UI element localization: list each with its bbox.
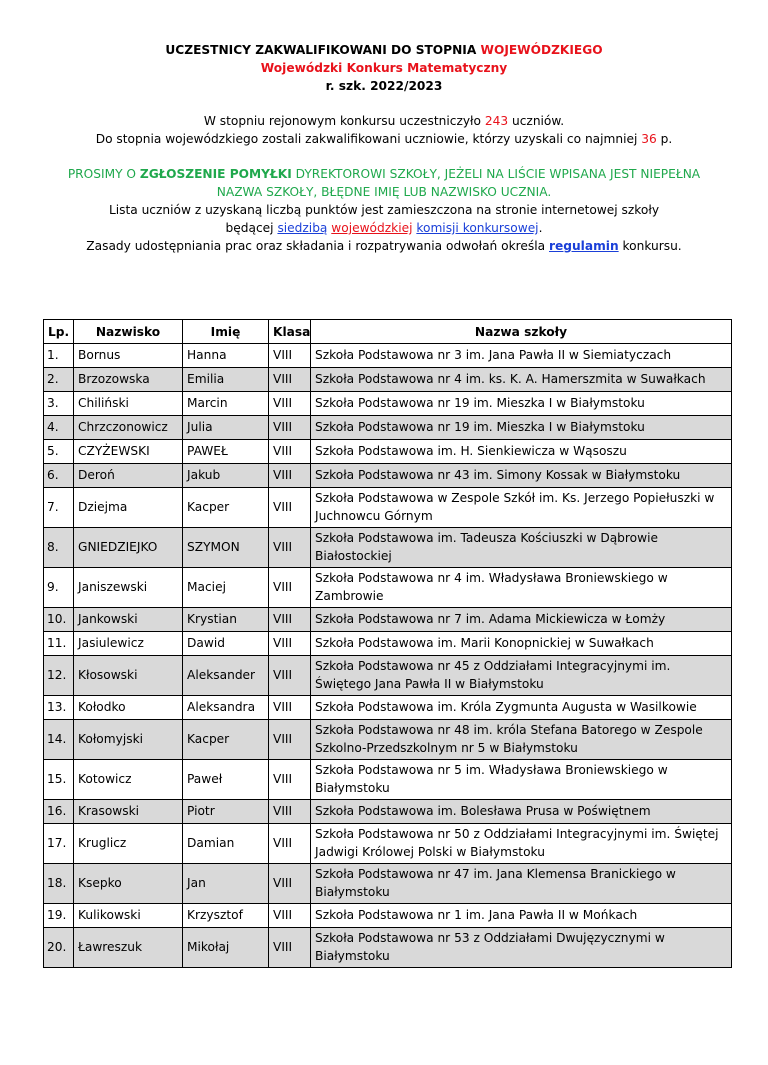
school-cell: Szkoła Podstawowa nr 4 im. Władysława Broniewskiego w Zambrowie xyxy=(311,568,732,608)
school-cell: Szkoła Podstawowa nr 4 im. ks. K. A. Hamerszmita w Suwałkach xyxy=(311,368,732,392)
info2-text: będącej xyxy=(225,221,278,235)
class-cell: VIII xyxy=(269,368,311,392)
school-cell: Szkoła Podstawowa nr 48 im. króla Stefana Batorego w Zespole Szkolno-Przedszkolnym nr 5 w Białymstoku xyxy=(311,720,732,760)
table-row xyxy=(44,464,732,488)
regulations-link[interactable]: regulamin xyxy=(549,239,619,253)
lp-cell: 3. xyxy=(44,392,74,416)
first-name-cell: Jan xyxy=(183,864,269,904)
school-cell: Szkoła Podstawowa im. H. Sienkiewicza w Wąsoszu xyxy=(311,440,732,464)
surname-cell: Jankowski xyxy=(74,608,183,632)
surname-cell: Kołodko xyxy=(74,696,183,720)
voivodeship-link[interactable]: wojewódzkiej xyxy=(331,221,413,235)
first-name-cell: Marcin xyxy=(183,392,269,416)
class-cell: VIII xyxy=(269,528,311,568)
school-cell: Szkoła Podstawowa nr 7 im. Adama Mickiewicza w Łomży xyxy=(311,608,732,632)
first-name-cell: Emilia xyxy=(183,368,269,392)
school-cell: Szkoła Podstawowa im. Marii Konopnickiej w Suwałkach xyxy=(311,632,732,656)
table-row xyxy=(44,416,732,440)
surname-cell: Brzozowska xyxy=(74,368,183,392)
lp-cell: 16. xyxy=(44,800,74,824)
surname-cell: Krasowski xyxy=(74,800,183,824)
school-cell: Szkoła Podstawowa nr 47 im. Jana Klemensa Branickiego w Białymstoku xyxy=(311,864,732,904)
surname-cell: Kulikowski xyxy=(74,904,183,928)
table-row xyxy=(44,392,732,416)
school-cell: Szkoła Podstawowa nr 3 im. Jana Pawła II w Siemiatyczach xyxy=(311,344,732,368)
school-cell: Szkoła Podstawowa nr 43 im. Simony Kossak w Białymstoku xyxy=(311,464,732,488)
surname-cell: Kłosowski xyxy=(74,656,183,696)
lp-cell: 10. xyxy=(44,608,74,632)
table-row xyxy=(44,864,732,904)
surname-cell: Kruglicz xyxy=(74,824,183,864)
first-name-cell: Jakub xyxy=(183,464,269,488)
info-line-2 xyxy=(0,219,768,237)
class-cell: VIII xyxy=(269,568,311,608)
lp-cell: 15. xyxy=(44,760,74,800)
table-row xyxy=(44,904,732,928)
class-cell: VIII xyxy=(269,720,311,760)
threshold-text: Do stopnia wojewódzkiego zostali zakwalifikowani uczniowie, którzy uzyskali co najmniej xyxy=(95,132,642,146)
school-cell: Szkoła Podstawowa nr 45 z Oddziałami Integracyjnymi im. Świętego Jana Pawła II w Białymstoku xyxy=(311,656,732,696)
lp-cell: 20. xyxy=(44,928,74,968)
table-row xyxy=(44,528,732,568)
school-cell: Szkoła Podstawowa nr 50 z Oddziałami Integracyjnymi im. Świętej Jadwigi Królowej Polski w Białymstoku xyxy=(311,824,732,864)
surname-cell: Janiszewski xyxy=(74,568,183,608)
school-year: r. szk. 2022/2023 xyxy=(325,79,443,93)
table-row xyxy=(44,440,732,464)
first-name-cell: Julia xyxy=(183,416,269,440)
table-row xyxy=(44,656,732,696)
document-header xyxy=(0,41,768,255)
class-cell: VIII xyxy=(269,824,311,864)
first-name-cell: Kacper xyxy=(183,488,269,528)
table-row xyxy=(44,760,732,800)
page-title xyxy=(0,41,768,59)
title-highlight: WOJEWÓDZKIEGO xyxy=(480,43,603,57)
surname-cell: Kotowicz xyxy=(74,760,183,800)
class-cell: VIII xyxy=(269,440,311,464)
threshold-line xyxy=(0,130,768,148)
lp-cell: 1. xyxy=(44,344,74,368)
surname-cell: Chiliński xyxy=(74,392,183,416)
first-name-cell: Mikołaj xyxy=(183,928,269,968)
lp-cell: 13. xyxy=(44,696,74,720)
participants-line xyxy=(0,112,768,130)
error-notice-line-1 xyxy=(0,165,768,183)
table-row xyxy=(44,608,732,632)
class-cell: VIII xyxy=(269,464,311,488)
table-row xyxy=(44,696,732,720)
table-row xyxy=(44,368,732,392)
surname-cell: Chrzczonowicz xyxy=(74,416,183,440)
table-header-row xyxy=(44,320,732,344)
first-name-cell: Paweł xyxy=(183,760,269,800)
threshold-suffix: p. xyxy=(656,132,673,146)
school-cell: Szkoła Podstawowa im. Tadeusza Kościuszki w Dąbrowie Białostockiej xyxy=(311,528,732,568)
first-name-cell: Hanna xyxy=(183,344,269,368)
info-line-1: Lista uczniów z uzyskaną liczbą punktów jest zamieszczona na stronie internetowej szkoły xyxy=(108,203,660,217)
column-header-class: Klasa xyxy=(269,320,311,344)
error-notice-line-2: NAZWA SZKOŁY, BŁĘDNE IMIĘ LUB NAZWISKO UCZNIA. xyxy=(216,185,552,199)
first-name-cell: Piotr xyxy=(183,800,269,824)
lp-cell: 7. xyxy=(44,488,74,528)
lp-cell: 17. xyxy=(44,824,74,864)
table-row xyxy=(44,344,732,368)
seat-link[interactable]: siedzibą xyxy=(277,221,328,235)
first-name-cell: SZYMON xyxy=(183,528,269,568)
first-name-cell: Dawid xyxy=(183,632,269,656)
surname-cell: GNIEDZIEJKO xyxy=(74,528,183,568)
lp-cell: 11. xyxy=(44,632,74,656)
surname-cell: Dziejma xyxy=(74,488,183,528)
first-name-cell: Krystian xyxy=(183,608,269,632)
commission-link[interactable]: komisji konkursowej xyxy=(416,221,539,235)
surname-cell: Bornus xyxy=(74,344,183,368)
school-cell: Szkoła Podstawowa nr 19 im. Mieszka I w Białymstoku xyxy=(311,392,732,416)
table-body xyxy=(44,344,732,968)
table-row xyxy=(44,488,732,528)
info3-text: Zasady udostępniania prac oraz składania i rozpatrywania odwołań określa xyxy=(86,239,549,253)
table-row xyxy=(44,824,732,864)
info3-end: konkursu. xyxy=(618,239,682,253)
table-row xyxy=(44,800,732,824)
class-cell: VIII xyxy=(269,760,311,800)
surname-cell: Deroń xyxy=(74,464,183,488)
class-cell: VIII xyxy=(269,928,311,968)
info2-end: . xyxy=(538,221,543,235)
column-header-surname: Nazwisko xyxy=(74,320,183,344)
lp-cell: 5. xyxy=(44,440,74,464)
class-cell: VIII xyxy=(269,392,311,416)
school-cell: Szkoła Podstawowa w Zespole Szkół im. Ks. Jerzego Popiełuszki w Juchnowcu Górnym xyxy=(311,488,732,528)
title-text: UCZESTNICY ZAKWALIFIKOWANI DO STOPNIA xyxy=(165,43,481,57)
class-cell: VIII xyxy=(269,864,311,904)
class-cell: VIII xyxy=(269,696,311,720)
column-header-lp: Lp. xyxy=(44,320,74,344)
surname-cell: CZYŻEWSKI xyxy=(74,440,183,464)
notice-bold: ZGŁOSZENIE POMYŁKI xyxy=(139,167,292,181)
first-name-cell: PAWEŁ xyxy=(183,440,269,464)
participants-suffix: uczniów. xyxy=(508,114,565,128)
lp-cell: 9. xyxy=(44,568,74,608)
school-cell: Szkoła Podstawowa nr 5 im. Władysława Broniewskiego w Białymstoku xyxy=(311,760,732,800)
lp-cell: 14. xyxy=(44,720,74,760)
contest-name: Wojewódzki Konkurs Matematyczny xyxy=(260,61,508,75)
lp-cell: 18. xyxy=(44,864,74,904)
table-row xyxy=(44,928,732,968)
class-cell: VIII xyxy=(269,632,311,656)
lp-cell: 8. xyxy=(44,528,74,568)
school-cell: Szkoła Podstawowa nr 53 z Oddziałami Dwujęzycznymi w Białymstoku xyxy=(311,928,732,968)
school-cell: Szkoła Podstawowa im. Króla Zygmunta Augusta w Wasilkowie xyxy=(311,696,732,720)
first-name-cell: Krzysztof xyxy=(183,904,269,928)
first-name-cell: Damian xyxy=(183,824,269,864)
lp-cell: 19. xyxy=(44,904,74,928)
notice-text-b: DYREKTOROWI SZKOŁY, JEŻELI NA LIŚCIE WPISANA JEST NIEPEŁNA xyxy=(291,167,701,181)
lp-cell: 12. xyxy=(44,656,74,696)
surname-cell: Ławreszuk xyxy=(74,928,183,968)
participants-count: 243 xyxy=(484,114,509,128)
class-cell: VIII xyxy=(269,416,311,440)
lp-cell: 6. xyxy=(44,464,74,488)
first-name-cell: Aleksander xyxy=(183,656,269,696)
document-page xyxy=(0,41,768,1065)
threshold-points: 36 xyxy=(641,132,657,146)
school-cell: Szkoła Podstawowa nr 19 im. Mieszka I w Białymstoku xyxy=(311,416,732,440)
lp-cell: 2. xyxy=(44,368,74,392)
surname-cell: Kołomyjski xyxy=(74,720,183,760)
participants-text: W stopniu rejonowym konkursu uczestniczyło xyxy=(203,114,485,128)
class-cell: VIII xyxy=(269,656,311,696)
surname-cell: Ksepko xyxy=(74,864,183,904)
participants-table xyxy=(43,319,732,968)
table-row xyxy=(44,720,732,760)
column-header-first-name: Imię xyxy=(183,320,269,344)
first-name-cell: Kacper xyxy=(183,720,269,760)
column-header-school: Nazwa szkoły xyxy=(311,320,732,344)
class-cell: VIII xyxy=(269,344,311,368)
class-cell: VIII xyxy=(269,608,311,632)
table-row xyxy=(44,632,732,656)
school-cell: Szkoła Podstawowa nr 1 im. Jana Pawła II w Mońkach xyxy=(311,904,732,928)
notice-text-a: PROSIMY O xyxy=(67,167,140,181)
first-name-cell: Aleksandra xyxy=(183,696,269,720)
lp-cell: 4. xyxy=(44,416,74,440)
class-cell: VIII xyxy=(269,904,311,928)
school-cell: Szkoła Podstawowa im. Bolesława Prusa w Poświętnem xyxy=(311,800,732,824)
first-name-cell: Maciej xyxy=(183,568,269,608)
table-row xyxy=(44,568,732,608)
class-cell: VIII xyxy=(269,800,311,824)
error-notice xyxy=(0,165,768,201)
class-cell: VIII xyxy=(269,488,311,528)
info-line-3 xyxy=(0,237,768,255)
surname-cell: Jasiulewicz xyxy=(74,632,183,656)
